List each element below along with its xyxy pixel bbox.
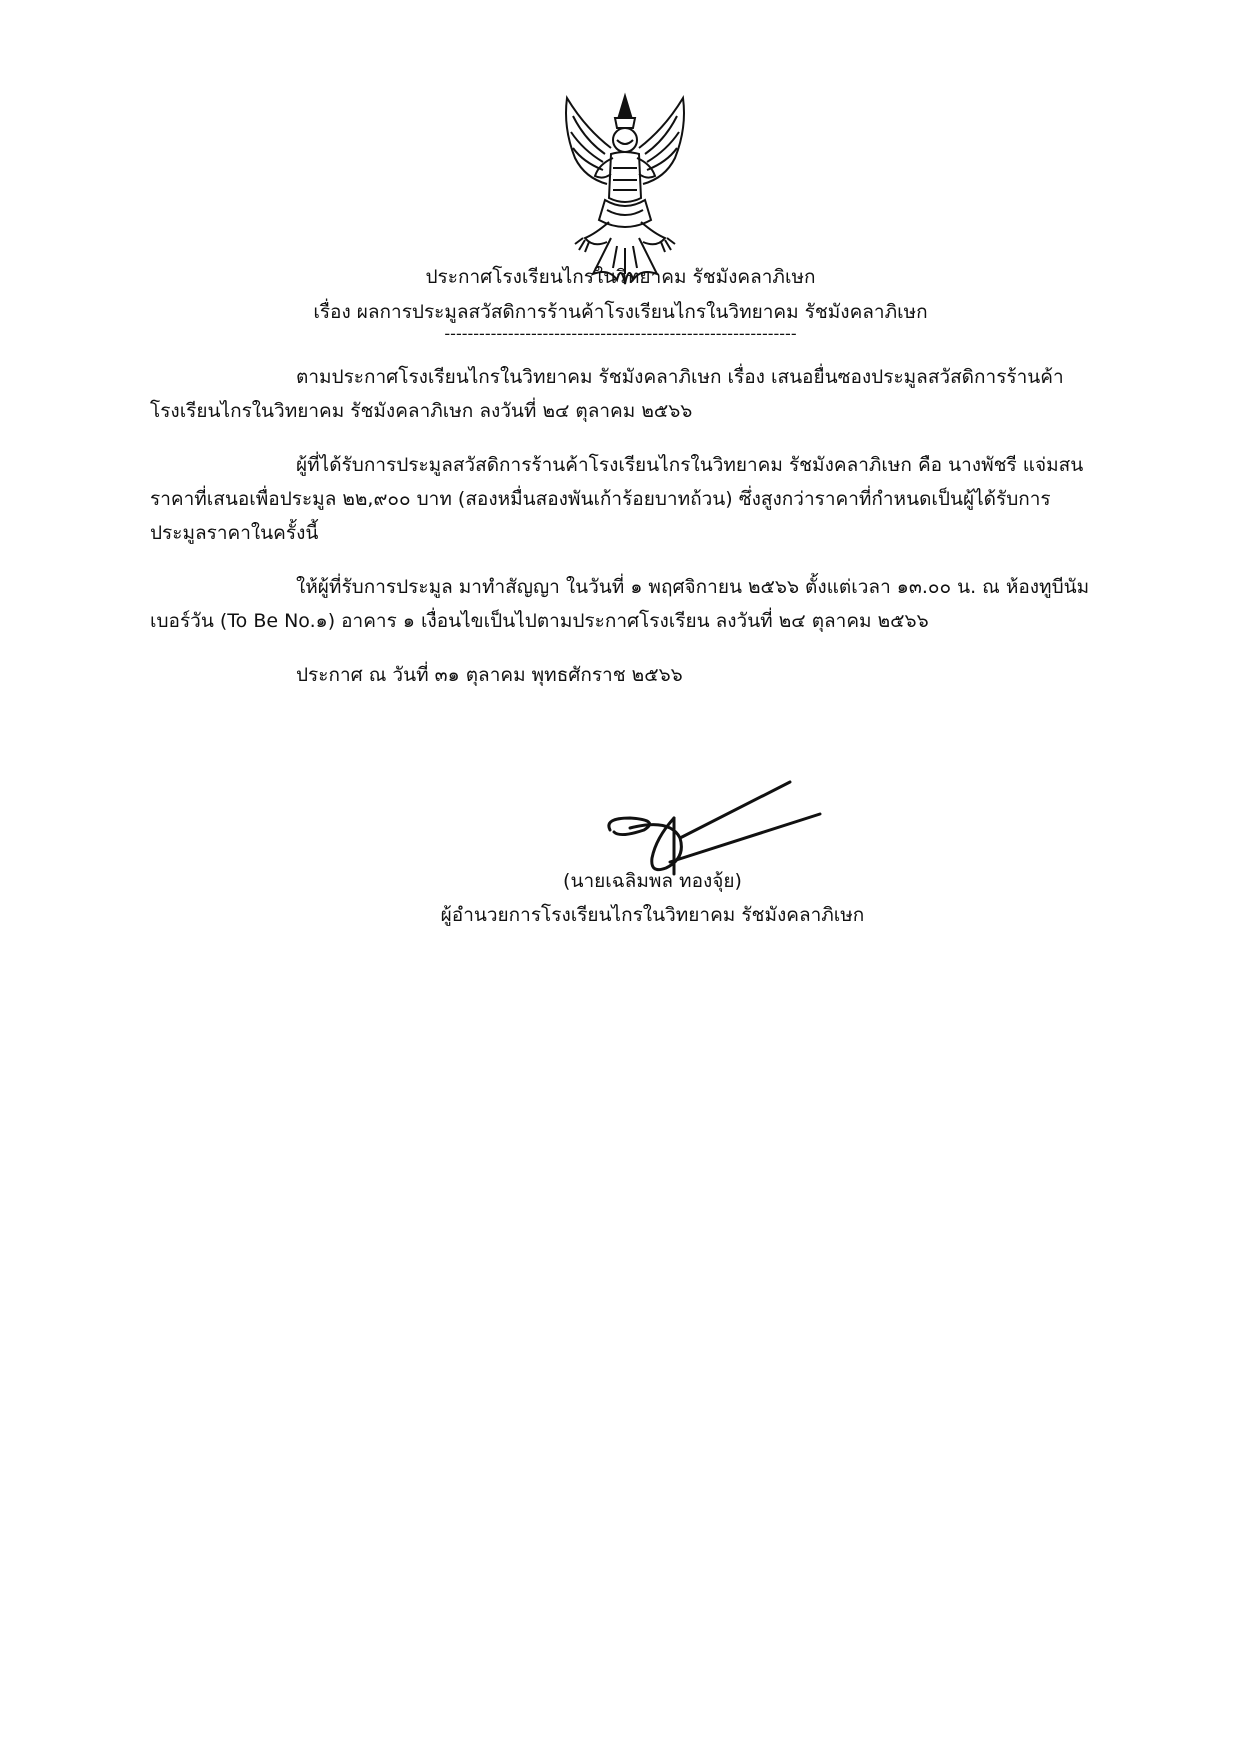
paragraph-1-line-2: โรงเรียนไกรในวิทยาคม รัชมังคลาภิเษก ลงวันที่ ๒๔ ตุลาคม ๒๕๖๖ <box>150 400 693 422</box>
paragraph-2-line-2: ราคาที่เสนอเพื่อประมูล ๒๒,๙๐๐ บาท (สองหมื่นสองพันเก้าร้อยบาทถ้วน) ซึ่งสูงกว่าราคาที่กำหนดเป็นผู้ได้รับการ <box>150 488 1051 510</box>
garuda-emblem-icon <box>555 88 695 288</box>
announcement-subject: เรื่อง ผลการประมูลสวัสดิการร้านค้าโรงเรียนไกรในวิทยาคม รัชมังคลาภิเษก <box>313 301 928 323</box>
announce-date: ประกาศ ณ วันที่ ๓๑ ตุลาคม พุทธศักราช ๒๕๖๖ <box>296 664 683 686</box>
announcement-title: ประกาศโรงเรียนไกรในวิทยาคม รัชมังคลาภิเษก <box>425 266 816 288</box>
signer-name: (นายเฉลิมพล ทองจุ้ย) <box>563 870 742 892</box>
paragraph-2-line-1: ผู้ที่ได้รับการประมูลสวัสดิการร้านค้าโรงเรียนไกรในวิทยาคม รัชมังคลาภิเษก คือ นางพัชรี แจ่มสน <box>296 454 1084 476</box>
paragraph-1-line-1: ตามประกาศโรงเรียนไกรในวิทยาคม รัชมังคลาภิเษก เรื่อง เสนอยื่นซองประมูลสวัสดิการร้านค้า <box>296 366 1064 388</box>
signer-position: ผู้อำนวยการโรงเรียนไกรในวิทยาคม รัชมังคลาภิเษก <box>440 904 865 926</box>
header-divider: ------------------------------------------------------------- <box>444 324 797 343</box>
paragraph-2-line-3: ประมูลราคาในครั้งนี้ <box>150 522 319 544</box>
paragraph-3-line-2: เบอร์วัน (To Be No.๑) อาคาร ๑ เงื่อนไขเป็นไปตามประกาศโรงเรียน ลงวันที่ ๒๔ ตุลาคม ๒๕๖๖ <box>150 610 929 632</box>
paragraph-3-line-1: ให้ผู้ที่รับการประมูล มาทำสัญญา ในวันที่ ๑ พฤศจิกายน ๒๕๖๖ ตั้งแต่เวลา ๑๓.๐๐ น. ณ ห้องทูบีนัม <box>296 576 1090 598</box>
